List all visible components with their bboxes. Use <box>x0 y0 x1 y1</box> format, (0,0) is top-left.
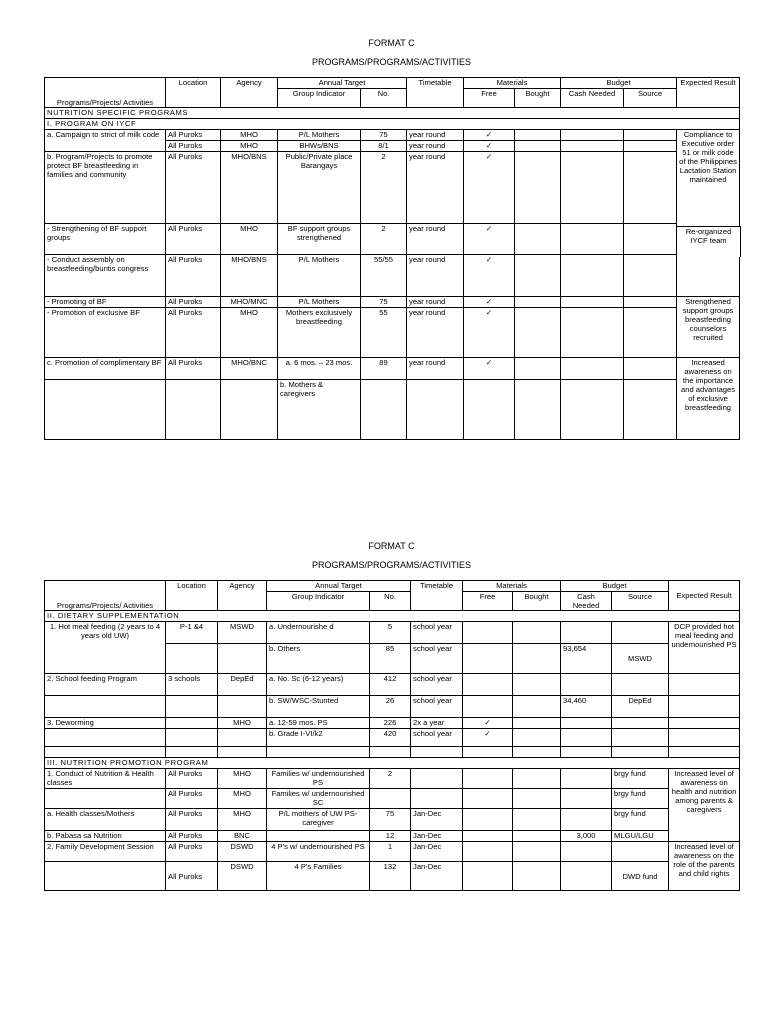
section-label: NUTRITION SPECIFIC PROGRAMS <box>45 108 740 119</box>
check-mark: ✓ <box>464 255 515 297</box>
check-mark: ✓ <box>464 152 515 224</box>
table-row: b. SW/WSC-Stunted 26 school year 34,460 DepEd <box>45 696 740 718</box>
table-row: All Puroks MHO Families w/ undernourished SC brgy fund <box>45 789 740 809</box>
header-cash-needed: Cash Needed <box>561 89 624 108</box>
table-row: 1. Conduct of Nutrition & Health classes All Puroks MHO Families w/ undernourished PS 2 brgy fund Increased level of awareness on health and nutrition among parents & caregivers <box>45 769 740 789</box>
format-title: FORMAT C <box>368 38 415 48</box>
header-agency: Agency <box>221 78 278 108</box>
table-row: - Strengthening of BF support groups All Puroks MHO BF support groups strengthened 2 year round ✓ <box>45 224 740 255</box>
expected-result-iycf-team: Re-organized IYCF team <box>676 226 741 257</box>
section-label: II. DIETARY SUPPLEMENTATION <box>45 611 740 622</box>
header-timetable: Timetable <box>407 78 464 108</box>
header-budget: Budget <box>561 581 669 592</box>
expected-result: Increased awareness on the importance and advantages of exclusive breastfeeding <box>677 358 740 440</box>
table-row: b. Program/Projects to promote protect BF breastfeeding in families and community All Puroks MHO/BNS Public/Private place Barangays 2 year round ✓ <box>45 152 740 224</box>
table-row: 3. Deworming MHO a. 12-59 mos. PS 226 2x a year ✓ <box>45 718 740 729</box>
section-label: III. NUTRITION PROMOTION PROGRAM <box>45 758 740 769</box>
program-label: I. PROGRAM ON IYCF <box>45 119 740 130</box>
header-expected-result: Expected Result <box>677 78 740 108</box>
table-row: All Puroks DSWD 4 P's Families 132 Jan-Dec DWD fund <box>45 862 740 891</box>
table-row: - Promotion of exclusive BF All Puroks MHO Mothers exclusively breastfeeding 55 year round ✓ <box>45 308 740 358</box>
table-row: a. Campaign to strict of milk code All Puroks MHO P/L Mothers 75 year round ✓ Compliance to Executive order 51 or milk code of the Philippines Lactation Station maintained <box>45 130 740 141</box>
header-materials: Materials <box>464 78 561 89</box>
programs-table-1 <box>44 77 740 440</box>
table-row: All Puroks MHO BHWs/BNS 8/1 year round ✓ <box>45 141 740 152</box>
table-row: b. Grade I-VI/k2 420 school year ✓ <box>45 729 740 747</box>
header-no: No. <box>361 89 407 108</box>
header-source: Source <box>624 89 677 108</box>
check-mark: ✓ <box>464 308 515 358</box>
header-group-indicator: Group Indicator <box>267 592 370 611</box>
header-programs: Programs/Projects/ Activities <box>45 581 166 611</box>
table-row: b. Mothers & caregivers <box>45 380 740 440</box>
programs-table-2 <box>44 580 740 891</box>
check-mark: ✓ <box>464 130 515 141</box>
document-subtitle: PROGRAMS/PROGRAMS/ACTIVITIES <box>311 57 472 67</box>
check-mark: ✓ <box>463 718 513 729</box>
format-title: FORMAT C <box>368 541 415 551</box>
document-subtitle: PROGRAMS/PROGRAMS/ACTIVITIES <box>311 560 472 570</box>
check-mark: ✓ <box>464 141 515 152</box>
expected-result: Strengthened support groups breastfeeding counselors recruited <box>677 297 740 358</box>
expected-result: Increased level of awareness on health and nutrition among parents & caregivers <box>669 769 740 842</box>
table-row: a. Health classes/Mothers All Puroks MHO P/L mothers of UW PS-caregiver 75 Jan-Dec brgy fund <box>45 809 740 831</box>
header-bought: Bought <box>513 592 561 611</box>
header-budget: Budget <box>561 78 677 89</box>
header-source: Source <box>612 592 669 611</box>
header-location: Location <box>166 581 218 611</box>
table-row: b. Pabasa sa Nutrition All Puroks BNC 12 Jan-Dec 3,000 MLGU/LGU <box>45 831 740 842</box>
table-row: 1. Hot meal feeding (2 years to 4 years old UW) P-1 &4 MSWD a. Undernourishe d 5 school year DCP provided hot meal feeding and undernourished PS <box>45 622 740 644</box>
header-annual-target: Annual Target <box>278 78 407 89</box>
table-row: 2. Family Development Session All Puroks DSWD 4 P's w/ undernourished PS 1 Jan-Dec Increased level of awareness on the role of the parents and child rights <box>45 842 740 862</box>
header-cash-needed: Cash Needed <box>561 592 612 611</box>
header-agency: Agency <box>218 581 267 611</box>
format-c-section-2 <box>44 541 739 891</box>
check-mark: ✓ <box>463 729 513 747</box>
header-materials: Materials <box>463 581 561 592</box>
header-no: No. <box>370 592 411 611</box>
table-row: 2. School feeding Program 3 schools DepEd a. No. Sc (6-12 years) 412 school year <box>45 674 740 696</box>
format-c-section-1 <box>44 38 739 440</box>
header-timetable: Timetable <box>411 581 463 611</box>
header-programs: Programs/Projects/ Activities <box>45 78 166 108</box>
header-group-indicator: Group Indicator <box>278 89 361 108</box>
table-row: b. Others 85 school year 93,654 MSWD <box>45 644 740 674</box>
check-mark: ✓ <box>464 358 515 380</box>
header-annual-target: Annual Target <box>267 581 411 592</box>
check-mark: ✓ <box>464 297 515 308</box>
header-expected-result: Expected Result <box>669 581 740 611</box>
header-location: Location <box>166 78 221 108</box>
expected-result: Compliance to Executive order 51 or milk code of the Philippines Lactation Station maintained <box>677 130 740 255</box>
expected-result: DCP provided hot meal feeding and undernourished PS <box>669 622 740 674</box>
table-row: - Promoting of BF All Puroks MHO/MNC P/L Mothers 75 year round ✓ Strengthened support groups breastfeeding counselors recruited <box>45 297 740 308</box>
table-row: c. Promotion of complimentary BF All Puroks MHO/BNC a. 6 mos. – 23 mos. 89 year round ✓ Increased awareness on the importance and advantages of exclusive breastfeeding <box>45 358 740 380</box>
table-row: - Conduct assembly on breastfeeding/buntis congress All Puroks MHO/BNS P/L Mothers 55/55 year round ✓ <box>45 255 740 297</box>
header-bought: Bought <box>515 89 561 108</box>
expected-result: Increased level of awareness on the role of the parents and child rights <box>669 842 740 891</box>
check-mark: ✓ <box>464 224 515 255</box>
header-free: Free <box>464 89 515 108</box>
header-free: Free <box>463 592 513 611</box>
